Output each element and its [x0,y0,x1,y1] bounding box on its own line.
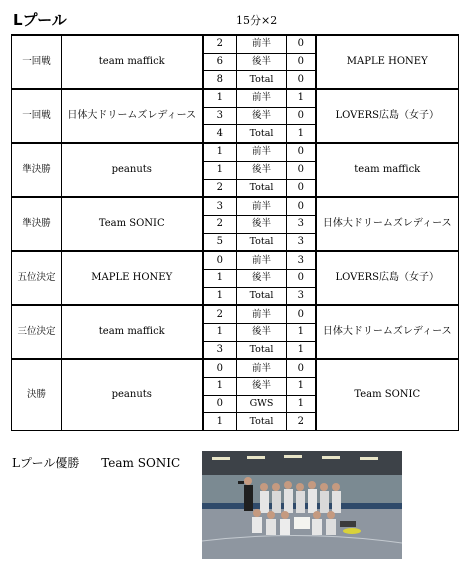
period-label: Total [237,341,287,359]
match-score-row [12,359,459,377]
score-right: 0 [287,161,316,179]
score-left: 2 [203,35,237,53]
period-label: 前半 [237,251,287,269]
period-label: 前半 [237,305,287,323]
period-label: Total [237,413,287,431]
score-left: 1 [203,378,237,396]
period-label: 後半 [237,161,287,179]
period-label: 前半 [237,143,287,161]
team-right: LOVERS広島（女子） [316,251,459,305]
team-left: 日体大ドリームズレディース [62,89,203,143]
period-label: 後半 [237,269,287,287]
score-right: 1 [287,395,316,413]
pool-winner-caption [12,454,180,471]
team-right: 日体大ドリームズレディース [316,197,459,251]
pool-winner-label: Lプール優勝 [12,456,80,470]
period-label: Total [237,287,287,305]
match-score-row [12,251,459,269]
results-table [11,34,459,431]
period-label: 前半 [237,35,287,53]
match-round: 一回戦 [12,35,62,89]
team-right: team maffick [316,143,459,197]
score-right: 0 [287,143,316,161]
team-right: MAPLE HONEY [316,35,459,89]
period-label: Total [237,71,287,89]
score-right: 0 [287,197,316,215]
score-right: 0 [287,179,316,197]
score-left: 1 [203,324,237,342]
score-right: 1 [287,378,316,396]
score-right: 0 [287,35,316,53]
score-right: 3 [287,233,316,251]
score-right: 1 [287,89,316,107]
score-left: 1 [203,413,237,431]
period-label: 前半 [237,89,287,107]
score-right: 0 [287,107,316,125]
team-left: peanuts [62,359,203,430]
period-label: 後半 [237,53,287,71]
score-left: 3 [203,197,237,215]
team-right: LOVERS広島（女子） [316,89,459,143]
page-title: Lプール [13,11,67,29]
score-left: 1 [203,287,237,305]
score-left: 0 [203,359,237,377]
score-left: 3 [203,341,237,359]
score-right: 1 [287,324,316,342]
match-round: 一回戦 [12,89,62,143]
score-right: 0 [287,305,316,323]
score-left: 1 [203,89,237,107]
score-right: 0 [287,71,316,89]
period-label: 前半 [237,359,287,377]
period-label: Total [237,233,287,251]
period-label: 後半 [237,107,287,125]
score-left: 8 [203,71,237,89]
period-label: Total [237,125,287,143]
match-score-row [12,35,459,53]
score-left: 4 [203,125,237,143]
score-left: 5 [203,233,237,251]
score-left: 1 [203,143,237,161]
score-left: 1 [203,161,237,179]
period-label: GWS [237,395,287,413]
period-label: 後半 [237,215,287,233]
score-left: 3 [203,107,237,125]
period-label: Total [237,179,287,197]
match-score-row [12,305,459,323]
period-label: 後半 [237,378,287,396]
team-left: peanuts [62,143,203,197]
match-score-row [12,197,459,215]
score-right: 0 [287,269,316,287]
results-body [12,35,459,431]
score-right: 0 [287,53,316,71]
score-right: 3 [287,287,316,305]
score-right: 3 [287,251,316,269]
team-left: MAPLE HONEY [62,251,203,305]
team-photo [202,451,402,559]
match-round: 準決勝 [12,143,62,197]
pool-winner-team: Team SONIC [101,456,181,470]
score-left: 0 [203,395,237,413]
score-left: 0 [203,251,237,269]
team-left: Team SONIC [62,197,203,251]
score-right: 2 [287,413,316,431]
match-round: 五位決定 [12,251,62,305]
score-left: 2 [203,215,237,233]
team-right: Team SONIC [316,359,459,430]
score-left: 6 [203,53,237,71]
score-right: 1 [287,125,316,143]
match-round: 三位決定 [12,305,62,359]
match-score-row [12,89,459,107]
period-label: 前半 [237,197,287,215]
period-label: 後半 [237,324,287,342]
team-left: team maffick [62,35,203,89]
score-right: 3 [287,215,316,233]
match-round: 決勝 [12,359,62,430]
team-right: 日体大ドリームズレディース [316,305,459,359]
match-score-row [12,143,459,161]
score-left: 2 [203,305,237,323]
score-left: 1 [203,269,237,287]
team-left: team maffick [62,305,203,359]
match-duration: 15分×2 [236,14,278,27]
match-round: 準決勝 [12,197,62,251]
score-left: 2 [203,179,237,197]
score-right: 0 [287,359,316,377]
team-photo-image [202,451,402,559]
score-right: 1 [287,341,316,359]
